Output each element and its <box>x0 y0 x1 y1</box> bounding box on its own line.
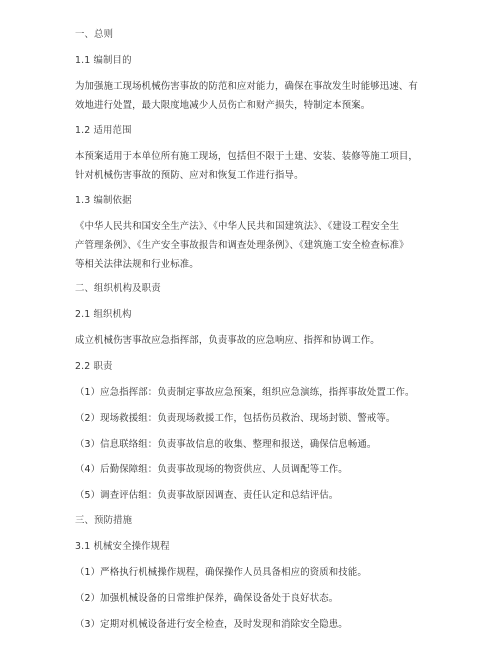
subsection-1-2-heading: 1.2 适用范围 <box>75 125 132 136</box>
paragraph-line: 成立机械伤害事故应急指挥部，负责事故的应急响应、指挥和协调工作。 <box>75 335 380 346</box>
paragraph-line: 为加强施工现场机械伤害事故的防范和应对能力，确保在事故发生时能够迅速、有 <box>75 81 418 92</box>
list-item: （4）后勤保障组：负责事故现场的物资供应、人员调配等工作。 <box>75 464 348 475</box>
section-3-heading: 三、预防措施 <box>75 515 133 526</box>
subsection-1-3-heading: 1.3 编制依据 <box>75 195 132 206</box>
section-1-heading: 一、总则 <box>75 29 114 40</box>
list-item: （3）信息联络组：负责事故信息的收集、整理和报送，确保信息畅通。 <box>75 439 377 450</box>
paragraph-line: 《中华人民共和国安全生产法》、《中华人民共和国建筑法》、《建设工程安全生 <box>75 221 400 232</box>
list-item: （2）加强机械设备的日常维护保养，确保设备处于良好状态。 <box>75 593 339 604</box>
paragraph-line: 产管理条例》、《生产安全事故报告和调查处理条例》、《建筑施工安全检查标准》 <box>75 240 409 251</box>
list-item: （2）现场救援组：负责现场救援工作，包括伤员救治、现场封锁、警戒等。 <box>75 413 396 424</box>
subsection-1-1-heading: 1.1 编制目的 <box>75 55 132 66</box>
list-item: （1）应急指挥部：负责制定事故应急预案，组织应急演练，指挥事故处置工作。 <box>75 387 415 398</box>
subsection-2-1-heading: 2.1 组织机构 <box>75 309 132 320</box>
paragraph-line: 效地进行处置，最大限度地减少人员伤亡和财产损失，特制定本预案。 <box>75 100 371 111</box>
subsection-2-2-heading: 2.2 职责 <box>75 361 113 372</box>
list-item: （1）严格执行机械操作规程，确保操作人员具备相应的资质和技能。 <box>75 567 367 578</box>
paragraph-line: 等相关法律法规和行业标准。 <box>75 259 199 270</box>
subsection-3-1-heading: 3.1 机械安全操作规程 <box>75 541 170 552</box>
paragraph-line: 针对机械伤害事故的预防、应对和恢复工作进行指导。 <box>75 170 304 181</box>
list-item: （5）调查评估组：负责事故原因调查、责任认定和总结评估。 <box>75 490 339 501</box>
list-item: （3）定期对机械设备进行安全检查，及时发现和消除安全隐患。 <box>75 619 348 630</box>
paragraph-line: 本预案适用于本单位所有施工现场，包括但不限于土建、安装、装修等施工项目， <box>75 151 418 162</box>
section-2-heading: 二、组织机构及职责 <box>75 283 161 294</box>
